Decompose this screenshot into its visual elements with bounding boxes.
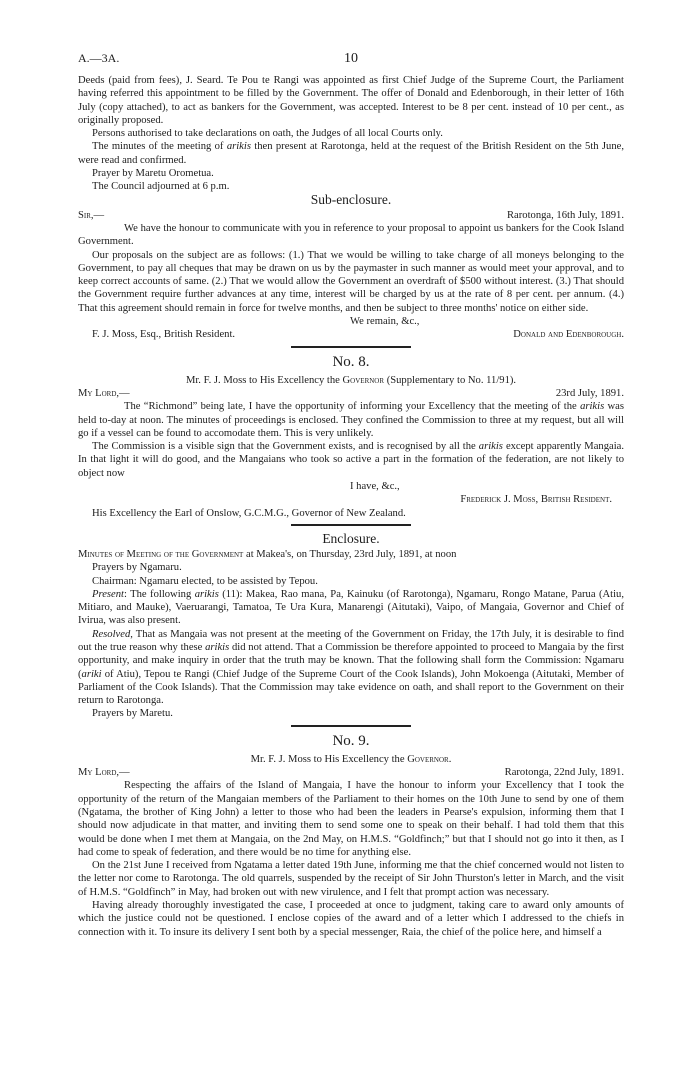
letter-no-8 (78, 353, 624, 520)
paragraph: Deeds (paid from fees), J. Seard. Te Pou te Rangi was appointed as first Chief Judge of the Supreme Court, the Parliament having referred this appointment to be filled by the Government. The offer of Donald and Edenborough, in their letter of 16th July (copy attached), to act as bankers for the Government, was accepted. Interest to be 8 per cent. instead of 10 per cent., as originally proposed. (78, 75, 624, 126)
salutation: My Lord,— (78, 767, 130, 779)
place-date: Rarotonga, 16th July, 1891. (506, 209, 624, 221)
paragraph: We have the honour to communicate with you in reference to your proposal to appoint us bankers for the Cook Island Government. (78, 222, 624, 248)
paragraph: Having already thoroughly investigated the case, I proceeded at once to judgment, taking care to award only amounts of which the justice could not be questioned. I enclose copies of the award and of a letter which I addressed to the chiefs in connection with it. To insure its delivery I sent both by a special messenger, Raia, the chief of the police here, and himself a (78, 900, 624, 938)
sub-enclosure-heading: Sub-enclosure. (310, 191, 392, 207)
salutation: Sir,— (78, 209, 105, 221)
adjournment-line: The Council adjourned at 6 p.m. (92, 181, 230, 193)
addressee: His Excellency the Earl of Onslow, G.C.M.G., Governor of New Zealand. (92, 507, 406, 519)
paragraph: Prayers by Ngamaru. (92, 562, 182, 574)
sub-enclosure (78, 192, 624, 342)
paragraph: The minutes of the meeting of arikis then present at Rarotonga, held at the request of the British Resident on the 5th June, were read and confirmed. (78, 141, 624, 166)
enclosure-heading: Enclosure. (322, 530, 380, 546)
letter-no-9 (78, 732, 624, 939)
date: 23rd July, 1891. (555, 387, 624, 399)
salutation: My Lord,— (78, 387, 130, 399)
paragraph: The Commission is a visible sign that the Government exists, and is recognised by all the arikis except apparently Mangaia. In that light it will do good, and the Mangaians who took so active a part in the formation of the federation, are not likely to object now (78, 441, 625, 479)
paragraph: Chairman: Ngamaru elected, to be assisted by Tepou. (92, 575, 318, 587)
prayer-line: Prayer by Maretu Orometua. (92, 168, 214, 180)
paragraph: Persons authorised to take declarations on oath, the Judges of all local Courts only. (92, 128, 443, 140)
letter-number-heading: No. 9. (332, 732, 370, 749)
closing: We remain, &c., (350, 316, 420, 328)
signature: Frederick J. Moss, British Resident. (460, 494, 612, 506)
paragraph: Resolved, That as Mangaia was not present at the meeting of the Government on Friday, the 17th July, it is desirable to find out the true reason why these arikis did not attend. That a Commission be therefore appointed to proceed to Mangaia by the first opportunity, and make inquiry in order that the truth may be known. That the following shall form the Commission: Ngamaru (ariki of Atiu), Tepou te Rangi (Chief Judge of the Supreme Court of the Cook Islands), John Mokoenga (Aitutaki, Member of Parliament of the Cook Islands). That the Commission may take evidence on oath, and shall report to the Government on their return to Rarotonga. (78, 628, 624, 707)
signature: Donald and Edenborough. (513, 329, 624, 341)
paragraph: Prayers by Maretu. (92, 708, 173, 720)
letter-header (78, 209, 624, 222)
paragraph: On the 21st June I received from Ngatama a letter dated 19th June, informing me that the chief concerned would not listen to the letter nor come to Rarotonga. The old quarrels, suspended by the receipt of Sir John Thurston's letter in March, and the visit of H.M.S. “Goldfinch” in May, had broken out with new virulence, and I felt that prompt action was necessary. (78, 860, 624, 898)
running-head (78, 52, 624, 74)
minutes-title: Minutes of Meeting of the Government at Makea's, on Thursday, 23rd July, 1891, at noon (78, 548, 457, 560)
signature-row (78, 328, 624, 341)
letter-subheading: Mr. F. J. Moss to His Excellency the Governor (Supplementary to No. 11/91). (185, 374, 517, 386)
document-reference: A.—3A. (78, 51, 120, 65)
section-divider (291, 725, 411, 727)
section-divider (291, 524, 411, 526)
paragraph: Present: The following arikis (11): Makea, Rao mana, Pa, Kainuku (of Rarotonga), Ngamaru, Rongo Matane, Parua (Atiu, Mitiaro, and Mauke), Vaeruarangi, Tamatoa, Te Ura Kura, Manarengi (Aitutaki), Vaipo, of Mangaia, Governor and Chief of Ivirua, was also present. (78, 588, 624, 627)
letter-header (78, 766, 624, 779)
paragraph: Respecting the affairs of the Island of Mangaia, I have the honour to inform your Excellency that I took the opportunity of the return of the Mangaian members of the Parliament to their homes on the 10th June to send by one of them (Ngatama, the brother of King John) a letter to those who had been the leaders in Pearse's expulsion, informing them that I should now adjudicate in that matter, and inviting them to send some one to speak on their behalf. I had told them that this would be done when I met them at Mangaia, on the 2nd May, on H.M.S. “Goldfinch;” but that I should not go into it then, as I had come to speak of federation, and there would be no time for anything else. (78, 780, 624, 858)
section-divider (291, 346, 411, 348)
letter-header (78, 387, 624, 400)
closing: I have, &c., (350, 481, 400, 493)
letter-number-heading: No. 8. (332, 353, 370, 370)
page-number: 10 (344, 51, 358, 66)
paragraph: The “Richmond” being late, I have the opportunity of informing your Excellency that the meeting of the arikis was held to-day at noon. The minutes of proceedings is enclosed. They confined the Commission to three at my request, but all will go if a vessel can be found to accomodate them. This is very unlikely. (78, 401, 624, 439)
place-date: Rarotonga, 22nd July, 1891. (504, 767, 624, 779)
letter-subheading: Mr. F. J. Moss to His Excellency the Governor. (250, 753, 452, 765)
enclosure (78, 531, 624, 721)
paragraph: Our proposals on the subject are as follows: (1.) That we would be willing to take charge of all moneys belonging to the Government, to pay all cheques that may be drawn on us by the paymaster in such manner as would meet your approval, and to keep correct accounts of same. (2.) That we would allow the Government an overdraft of $500 without interest. (3.) That should the Government require further advances at any time, interest will be charged by us at the rate of 8 per cent. per annum. (4.) That this agreement should remain in force for twelve months, and then be subject to three months' notice on either side. (78, 249, 624, 314)
council-minutes-continuation (78, 74, 624, 194)
addressee: F. J. Moss, Esq., British Resident. (92, 329, 236, 341)
